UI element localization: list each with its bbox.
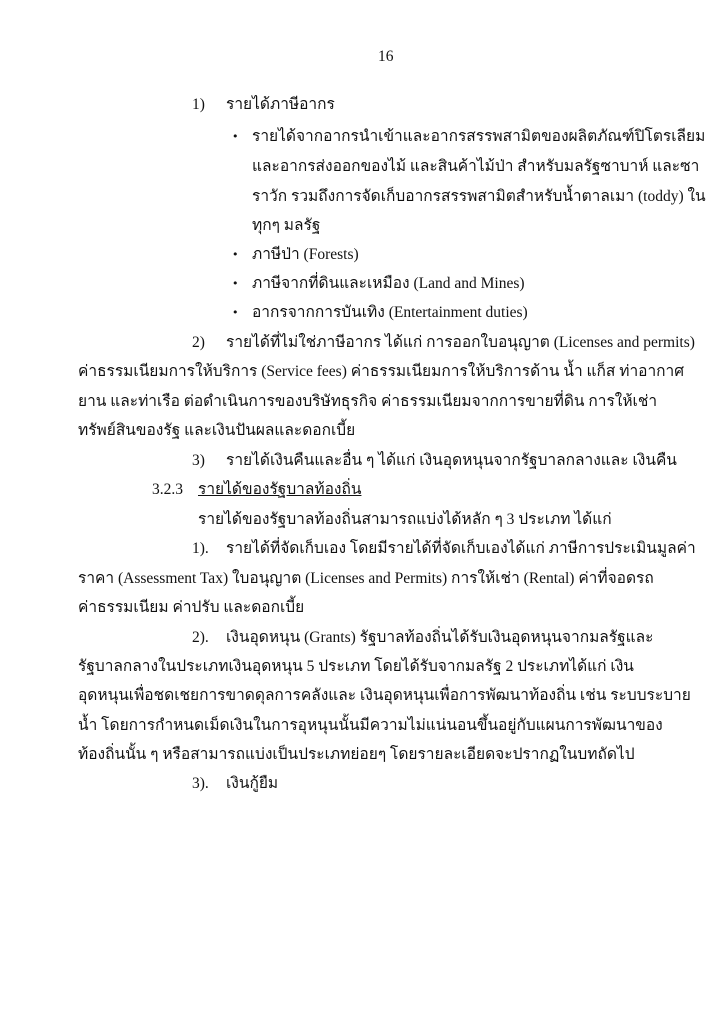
local-3-number: 3).	[192, 775, 209, 792]
section-2-line-1	[192, 333, 695, 353]
bullet-icon: •	[232, 248, 239, 261]
bullet-icon: •	[232, 306, 239, 319]
local-2-line-1	[192, 628, 653, 648]
section-3-text: รายได้เงินคืนและอื่น ๆ ได้แก่ เงินอุดหนุนจากรัฐบาลกลางและ เงินคืน	[226, 452, 677, 469]
section-2-line-4: ทรัพย์สินของรัฐ และเงินปันผลและดอกเบี้ย	[78, 422, 356, 439]
page-number: 16	[378, 48, 394, 65]
subsection-title: รายได้ของรัฐบาลท้องถิ่น	[198, 481, 362, 498]
bullet-1-line-1: รายได้จากอากรนำเข้าและอากรสรรพสามิตของผลิตภัณฑ์ปิโตรเลียม	[252, 128, 706, 145]
local-2-line-3: อุดหนุนเพื่อชดเชยการขาดดุลการคลังและ เงินอุดหนุนเพื่อการพัฒนาท้องถิ่น เช่น ระบบระบาย	[78, 687, 691, 704]
local-2-line-5: ท้องถิ่นนั้น ๆ หรือสามารถแบ่งเป็นประเภทย่อยๆ โดยรายละเอียดจะปรากฏในบทถัดไป	[78, 746, 635, 763]
local-2-line-2: รัฐบาลกลางในประเภทเงินอุดหนุน 5 ประเภท โดยได้รับจากมลรัฐ 2 ประเภทได้แก่ เงิน	[78, 658, 634, 675]
bullet-3-text: ภาษีจากที่ดินและเหมือง (Land and Mines)	[252, 275, 525, 292]
bullet-icon: •	[232, 277, 239, 290]
local-1-line-2: ราคา (Assessment Tax) ใบอนุญาต (Licenses and Permits) การให้เช่า (Rental) ค่าที่จอดรถ	[78, 570, 654, 587]
local-1-line-3: ค่าธรรมเนียม ค่าปรับ และดอกเบี้ย	[78, 599, 305, 616]
local-2-number: 2).	[192, 629, 209, 646]
local-2-line-4: น้ำ โดยการกำหนดเม็ดเงินในการอุหนุนนั้นมีความไม่แน่นอนขึ้นอยู่กับแผนการพัฒนาของ	[78, 717, 663, 734]
local-3-text: เงินกู้ยืม	[226, 775, 279, 792]
section-2-number: 2)	[192, 334, 205, 351]
subsection-intro: รายได้ของรัฐบาลท้องถิ่นสามารถแบ่งได้หลัก ๆ 3 ประเภท ได้แก่	[198, 511, 612, 528]
local-1-number: 1).	[192, 540, 209, 557]
local-3-line	[192, 774, 278, 794]
local-2-text: เงินอุดหนุน (Grants) รัฐบาลท้องถิ่นได้รับเงินอุดหนุนจากมลรัฐและ	[226, 629, 654, 646]
section-1-title: รายได้ภาษีอากร	[226, 96, 335, 113]
section-1-heading	[192, 95, 335, 115]
section-3-line	[192, 451, 677, 471]
bullet-1-line-3: ราวัก รวมถึงการจัดเก็บอากรสรรพสามิตสำหรับน้ำตาลเมา (toddy) ใน	[252, 188, 706, 205]
subsection-heading	[152, 480, 361, 500]
local-1-line-1	[192, 539, 696, 559]
bullet-1-line-4: ทุกๆ มลรัฐ	[252, 217, 321, 234]
section-3-number: 3)	[192, 452, 205, 469]
subsection-number: 3.2.3	[152, 481, 183, 498]
section-2-text: รายได้ที่ไม่ใช่ภาษีอากร ได้แก่ การออกใบอนุญาต (Licenses and permits)	[226, 334, 695, 351]
bullet-1-line-2: และอากรส่งออกของไม้ และสินค้าไม้ป่า สำหรับมลรัฐซาบาห์ และซา	[252, 158, 700, 175]
section-2-line-2: ค่าธรรมเนียมการให้บริการ (Service fees) ค่าธรรมเนียมการให้บริการด้าน น้ำ แก็ส ท่าอากาศ	[78, 363, 685, 380]
local-1-text: รายได้ที่จัดเก็บเอง โดยมีรายได้ที่จัดเก็บเองได้แก่ ภาษีการประเมินมูลค่า	[226, 540, 696, 557]
bullet-4-text: อากรจากการบันเทิง (Entertainment duties)	[252, 304, 528, 321]
bullet-icon: •	[232, 130, 239, 143]
bullet-2-text: ภาษีป่า (Forests)	[252, 246, 359, 263]
section-1-number: 1)	[192, 96, 205, 113]
section-2-line-3: ยาน และท่าเรือ ต่อดำเนินการของบริษัทธุรกิจ ค่าธรรมเนียมจากการขายที่ดิน การให้เช่า	[78, 393, 658, 410]
